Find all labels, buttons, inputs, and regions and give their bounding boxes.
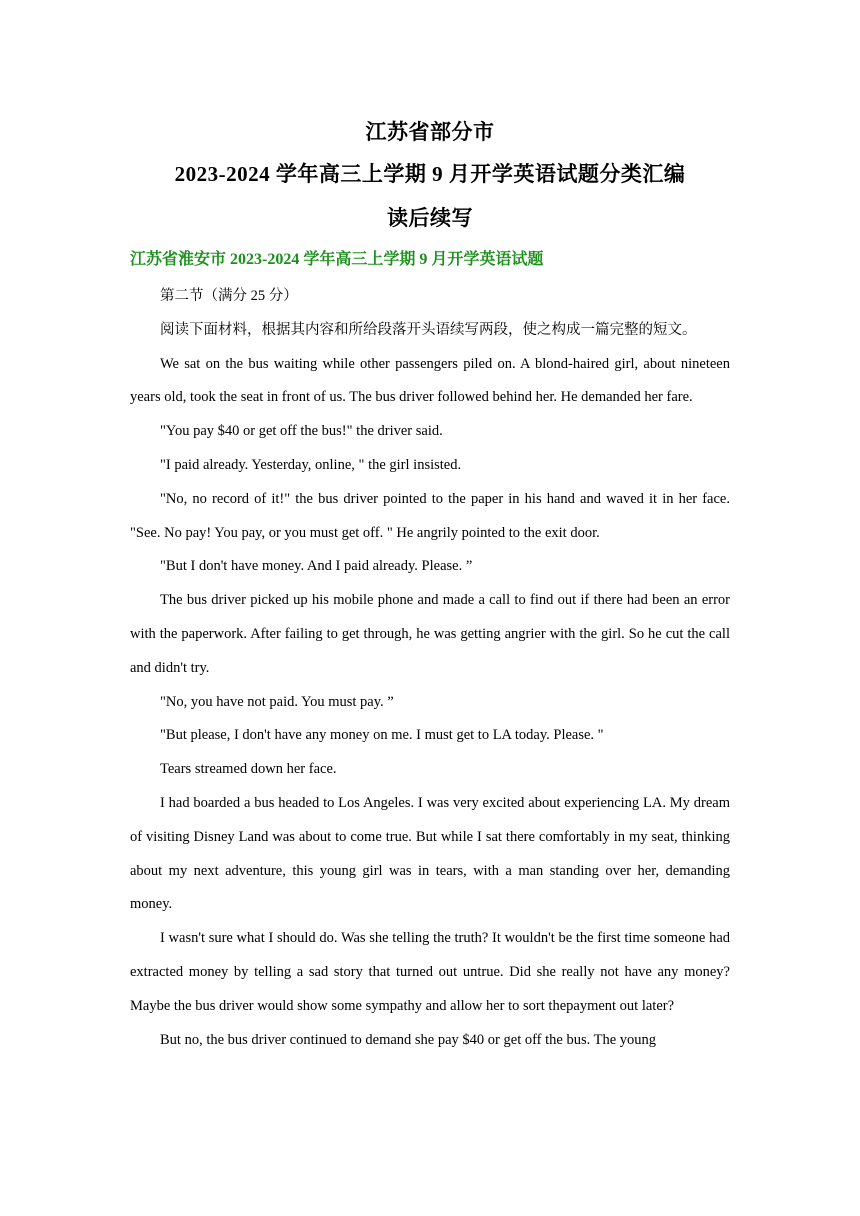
paragraph: "But please, I don't have any money on me. I must get to LA today. Please. " — [160, 727, 604, 744]
paragraph: I wasn't sure what I should do. Was she telling the truth? It wouldn't be the first time someone had extracted money by telling a sad story that turned out untrue. Did she really not have any money? Maybe the bus driver would show some sympathy and allow her to sort thepayment out later? — [130, 930, 730, 1014]
document-title-main: 2023-2024 学年高三上学期 9 月开学英语试题分类汇编 — [174, 162, 686, 186]
document-body — [130, 280, 730, 1057]
paragraph: We sat on the bus waiting while other passengers piled on. A blond-haired girl, about nineteen years old, took the seat in front of us. The bus driver followed behind her. He demanded her fare. — [130, 355, 730, 406]
paragraph: "I paid already. Yesterday, online, " the girl insisted. — [160, 456, 462, 473]
document-title-region: 江苏省部分市 — [365, 120, 495, 144]
document-title-topic: 读后续写 — [387, 206, 473, 230]
paragraph: "You pay $40 or get off the bus!" the driver said. — [160, 423, 443, 440]
paragraph: 阅读下面材料，根据其内容和所给段落开头语续写两段，使之构成一篇完整的短文。 — [160, 321, 697, 338]
section-heading: 江苏省淮安市 2023-2024 学年高三上学期 9 月开学英语试题 — [130, 251, 544, 268]
paragraph: Tears streamed down her face. — [160, 761, 337, 778]
paragraph: 第二节（满分 25 分） — [160, 288, 298, 304]
paragraph: "But I don't have money. And I paid already. Please. ” — [160, 558, 473, 575]
paragraph: But no, the bus driver continued to demand she pay $40 or get off the bus. The young — [160, 1031, 657, 1048]
paragraph: "No, you have not paid. You must pay. ” — [160, 693, 394, 710]
paragraph: I had boarded a bus headed to Los Angeles. I was very excited about experiencing LA. My dream of visiting Disney Land was about to come true. But while I sat there comfortably in my seat, thinking about my next adventure, this young girl was in tears, with a man standing over her, demanding money. — [130, 794, 730, 913]
paragraph: The bus driver picked up his mobile phone and made a call to find out if there had been an error with the paperwork. After failing to get through, he was getting angrier with the girl. So he cut the call and didn't try. — [130, 592, 730, 676]
paragraph: "No, no record of it!" the bus driver pointed to the paper in his hand and waved it in her face. "See. No pay! You pay, or you must get off. " He angrily pointed to the exit door. — [130, 490, 730, 541]
